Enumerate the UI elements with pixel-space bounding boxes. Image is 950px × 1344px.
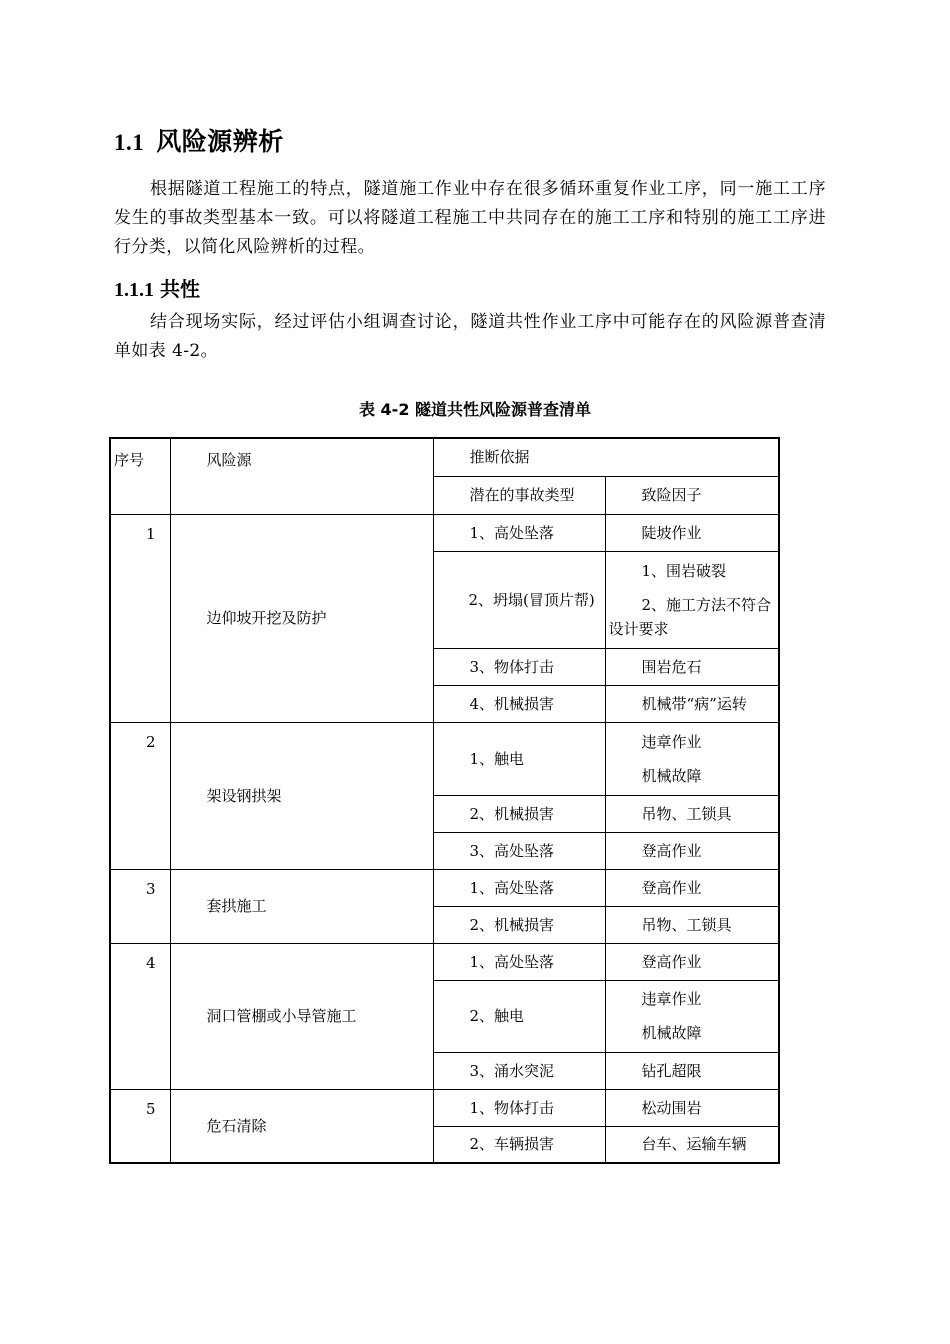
accident-type: 3、涌水突泥 bbox=[433, 1052, 605, 1089]
risk-factor: 2、施工方法不符合设计要求 bbox=[608, 595, 772, 638]
table-caption: 表 4-2 隧道共性风险源普查清单 bbox=[358, 400, 592, 419]
risk-factor: 1、围岩破裂 bbox=[641, 561, 727, 580]
table-row bbox=[110, 514, 779, 551]
risk-source: 套拱施工 bbox=[170, 869, 433, 943]
subsection-title: 共性 bbox=[160, 277, 200, 301]
accident-type: 1、高处坠落 bbox=[433, 514, 605, 551]
row-number: 3 bbox=[110, 869, 170, 943]
row-number: 2 bbox=[110, 722, 170, 869]
risk-factor: 松动围岩 bbox=[605, 1089, 779, 1126]
risk-factor: 围岩危石 bbox=[605, 648, 779, 685]
header-no: 序号 bbox=[110, 438, 170, 514]
risk-factor: 吊物、工锁具 bbox=[605, 795, 779, 832]
risk-source: 边仰坡开挖及防护 bbox=[170, 514, 433, 722]
subsection-number: 1.1.1 bbox=[114, 279, 154, 301]
section-number: 1.1 bbox=[114, 130, 145, 155]
risk-source: 洞口管棚或小导管施工 bbox=[170, 943, 433, 1089]
intro-paragraph: 根据隧道工程施工的特点，隧道施工作业中存在很多循环重复作业工序，同一施工工序发生的事故类型基本一致。可以将隧道工程施工中共同存在的施工工序和特别的施工工序进行分类，以简化风险辨析的过程。 bbox=[114, 179, 826, 257]
risk-source: 架设钢拱架 bbox=[170, 722, 433, 869]
subsection-paragraph: 结合现场实际，经过评估小组调查讨论，隧道共性作业工序中可能存在的风险源普查清单如表 4-2。 bbox=[114, 312, 826, 361]
accident-type: 2、触电 bbox=[433, 980, 605, 1052]
risk-factor: 登高作业 bbox=[605, 832, 779, 869]
risk-source-table bbox=[109, 437, 780, 1164]
table-row bbox=[110, 1089, 779, 1126]
risk-source: 危石清除 bbox=[170, 1089, 433, 1163]
risk-factor: 违章作业 bbox=[641, 990, 702, 1008]
risk-factor-cell bbox=[605, 722, 779, 795]
risk-factor: 陡坡作业 bbox=[605, 514, 779, 551]
table-row bbox=[110, 869, 779, 906]
accident-type: 4、机械损害 bbox=[433, 685, 605, 722]
accident-type: 1、高处坠落 bbox=[433, 943, 605, 980]
row-number: 4 bbox=[110, 943, 170, 1089]
risk-factor: 机械带“病”运转 bbox=[605, 685, 779, 722]
risk-factor: 登高作业 bbox=[605, 869, 779, 906]
risk-factor: 机械故障 bbox=[641, 766, 702, 785]
accident-type: 2、机械损害 bbox=[433, 795, 605, 832]
risk-factor: 钻孔超限 bbox=[605, 1052, 779, 1089]
accident-type: 3、高处坠落 bbox=[433, 832, 605, 869]
header-source: 风险源 bbox=[170, 438, 433, 514]
table-row bbox=[110, 943, 779, 980]
risk-factor-cell bbox=[605, 980, 779, 1052]
risk-factor: 吊物、工锁具 bbox=[605, 906, 779, 943]
accident-type: 1、高处坠落 bbox=[433, 869, 605, 906]
accident-type: 2、机械损害 bbox=[433, 906, 605, 943]
header-basis: 推断依据 bbox=[433, 438, 779, 476]
row-number: 5 bbox=[110, 1089, 170, 1163]
accident-type: 1、物体打击 bbox=[433, 1089, 605, 1126]
accident-type: 1、触电 bbox=[433, 722, 605, 795]
header-accident-type: 潜在的事故类型 bbox=[433, 476, 605, 514]
table-header-row bbox=[110, 438, 779, 476]
risk-factor: 违章作业 bbox=[641, 732, 702, 751]
table-row bbox=[110, 722, 779, 795]
section-heading bbox=[114, 122, 284, 158]
accident-type: 2、坍塌(冒顶片帮) bbox=[433, 551, 605, 648]
section-title: 风险源辨析 bbox=[156, 127, 284, 156]
header-factor: 致险因子 bbox=[605, 476, 779, 514]
risk-factor: 机械故障 bbox=[641, 1024, 702, 1042]
accident-type: 2、车辆损害 bbox=[433, 1126, 605, 1163]
accident-type: 3、物体打击 bbox=[433, 648, 605, 685]
risk-factor: 台车、运输车辆 bbox=[605, 1126, 779, 1163]
risk-factor-cell bbox=[605, 551, 779, 648]
row-number: 1 bbox=[110, 514, 170, 722]
subsection-heading bbox=[114, 273, 200, 302]
risk-factor: 登高作业 bbox=[605, 943, 779, 980]
